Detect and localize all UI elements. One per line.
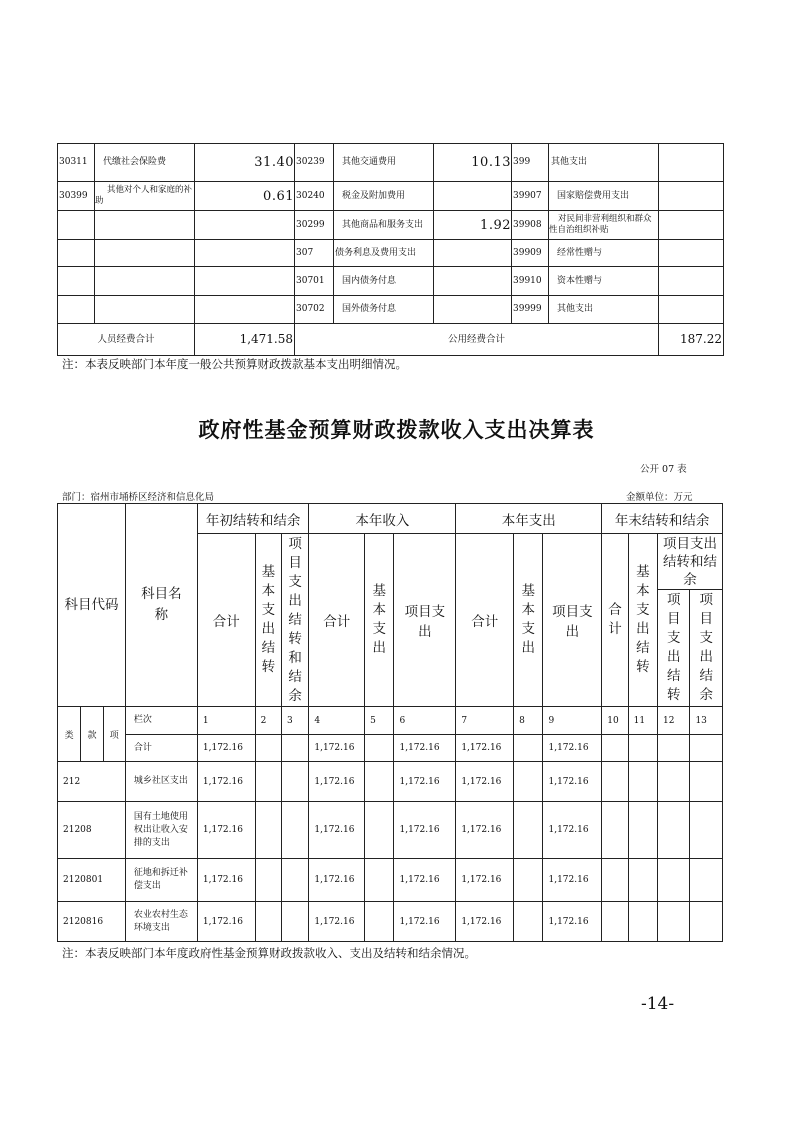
column-index: 10 bbox=[602, 707, 628, 735]
table-row bbox=[58, 267, 724, 296]
header-project-sub: 项目支出结转和结余 bbox=[658, 534, 723, 590]
value-cell: 1,172.16 bbox=[197, 762, 255, 802]
column-index: 1 bbox=[197, 707, 255, 735]
value-cell bbox=[658, 735, 690, 762]
value-cell: 1,172.16 bbox=[456, 762, 514, 802]
name-cell: 国外债务付息 bbox=[334, 296, 434, 324]
column-index-label: 栏次 bbox=[125, 707, 197, 735]
header-project-carry: 项目支出结转 bbox=[658, 590, 690, 707]
column-index: 2 bbox=[255, 707, 281, 735]
amount-cell bbox=[434, 240, 512, 267]
value-cell bbox=[628, 902, 657, 942]
value-cell: 1,172.16 bbox=[309, 859, 365, 902]
amount-cell: 10.13 bbox=[434, 144, 512, 182]
value-cell bbox=[281, 802, 308, 859]
code-cell: 30239 bbox=[295, 144, 334, 182]
value-cell: 1,172.16 bbox=[394, 735, 456, 762]
amount-cell bbox=[659, 144, 724, 182]
value-cell: 1,172.16 bbox=[309, 762, 365, 802]
value-cell bbox=[690, 859, 723, 902]
value-cell: 1,172.16 bbox=[394, 902, 456, 942]
value-cell bbox=[365, 735, 394, 762]
page-number: -14- bbox=[641, 994, 675, 1014]
value-cell bbox=[255, 762, 281, 802]
column-index: 13 bbox=[690, 707, 723, 735]
table-row bbox=[58, 802, 723, 859]
name-cell: 税金及附加费用 bbox=[334, 182, 434, 211]
column-index: 12 bbox=[658, 707, 690, 735]
value-cell bbox=[602, 859, 628, 902]
table-row bbox=[58, 296, 724, 324]
value-cell: 1,172.16 bbox=[456, 802, 514, 859]
value-cell bbox=[690, 802, 723, 859]
name-cell bbox=[95, 211, 195, 240]
value-cell bbox=[365, 802, 394, 859]
value-cell bbox=[514, 762, 543, 802]
value-cell: 1,172.16 bbox=[543, 859, 602, 902]
header-total: 合计 bbox=[197, 534, 255, 707]
value-cell bbox=[514, 735, 543, 762]
header-lei: 类 bbox=[58, 707, 81, 762]
value-cell bbox=[628, 802, 657, 859]
value-cell: 1,172.16 bbox=[394, 762, 456, 802]
header-row bbox=[58, 504, 723, 534]
row-name: 城乡社区支出 bbox=[125, 762, 197, 802]
row-code: 2120801 bbox=[58, 859, 126, 902]
name-cell: 其他对个人和家庭的补助 bbox=[95, 182, 195, 211]
value-cell bbox=[365, 902, 394, 942]
name-cell: 资本性赠与 bbox=[549, 267, 659, 296]
value-cell bbox=[255, 802, 281, 859]
code-cell: 30311 bbox=[58, 144, 95, 182]
row-name: 国有土地使用权出让收入安排的支出 bbox=[125, 802, 197, 859]
value-cell bbox=[365, 762, 394, 802]
name-cell: 经常性赠与 bbox=[549, 240, 659, 267]
code-cell: 307 bbox=[295, 240, 334, 267]
column-index: 4 bbox=[309, 707, 365, 735]
value-cell bbox=[602, 762, 628, 802]
value-cell bbox=[602, 902, 628, 942]
amount-cell bbox=[195, 267, 295, 296]
column-index-row bbox=[58, 707, 723, 735]
name-cell: 国家赔偿费用支出 bbox=[549, 182, 659, 211]
table-row bbox=[58, 240, 724, 267]
amount-cell bbox=[195, 211, 295, 240]
code-cell: 30299 bbox=[295, 211, 334, 240]
header-subject-code: 科目代码 bbox=[58, 504, 126, 707]
name-cell: 其他支出 bbox=[549, 296, 659, 324]
name-cell bbox=[95, 296, 195, 324]
value-cell: 1,172.16 bbox=[197, 735, 255, 762]
code-cell: 39908 bbox=[512, 211, 549, 240]
value-cell bbox=[514, 802, 543, 859]
value-cell: 1,172.16 bbox=[543, 735, 602, 762]
table-row bbox=[58, 902, 723, 942]
amount-cell bbox=[434, 296, 512, 324]
amount-cell bbox=[659, 211, 724, 240]
note-1: 注：本表反映部门本年度一般公共预算财政拨款基本支出明细情况。 bbox=[62, 357, 407, 371]
table-row bbox=[58, 859, 723, 902]
code-cell: 30702 bbox=[295, 296, 334, 324]
row-name: 农业农村生态环境支出 bbox=[125, 902, 197, 942]
table-row bbox=[58, 182, 724, 211]
code-cell: 30399 bbox=[58, 182, 95, 211]
row-name: 征地和拆迁补偿支出 bbox=[125, 859, 197, 902]
header-basic-expense: 基本支出 bbox=[365, 534, 394, 707]
header-subject-name: 科目名称 bbox=[125, 504, 197, 707]
name-cell bbox=[95, 240, 195, 267]
column-index: 7 bbox=[456, 707, 514, 735]
value-cell: 1,172.16 bbox=[309, 802, 365, 859]
value-cell bbox=[628, 735, 657, 762]
table-row bbox=[58, 211, 724, 240]
column-index: 9 bbox=[543, 707, 602, 735]
header-current-expense: 本年支出 bbox=[456, 504, 602, 534]
header-total: 合计 bbox=[456, 534, 514, 707]
amount-cell bbox=[195, 296, 295, 324]
header-closing-balance: 年末结转和结余 bbox=[602, 504, 723, 534]
header-project-expense: 项目支出 bbox=[543, 534, 602, 707]
code-cell: 39909 bbox=[512, 240, 549, 267]
code-cell: 39999 bbox=[512, 296, 549, 324]
value-cell bbox=[658, 802, 690, 859]
column-index: 5 bbox=[365, 707, 394, 735]
header-basic-carry: 基本支出结转 bbox=[255, 534, 281, 707]
table-row bbox=[58, 762, 723, 802]
amount-cell: 31.40 bbox=[195, 144, 295, 182]
value-cell bbox=[690, 762, 723, 802]
code-cell: 39907 bbox=[512, 182, 549, 211]
public-total-amount: 187.22 bbox=[659, 324, 724, 356]
column-index: 8 bbox=[514, 707, 543, 735]
name-cell: 其他交通费用 bbox=[334, 144, 434, 182]
amount-cell: 1.92 bbox=[434, 211, 512, 240]
header-basic-expense: 基本支出 bbox=[514, 534, 543, 707]
header-opening-balance: 年初结转和结余 bbox=[197, 504, 308, 534]
row-code: 2120816 bbox=[58, 902, 126, 942]
value-cell: 1,172.16 bbox=[543, 902, 602, 942]
value-cell: 1,172.16 bbox=[197, 859, 255, 902]
code-cell: 399 bbox=[512, 144, 549, 182]
value-cell bbox=[281, 762, 308, 802]
value-cell: 1,172.16 bbox=[197, 802, 255, 859]
header-total: 合计 bbox=[602, 534, 628, 707]
value-cell bbox=[690, 735, 723, 762]
value-cell bbox=[255, 735, 281, 762]
fund-budget-table bbox=[57, 503, 723, 942]
value-cell: 1,172.16 bbox=[394, 802, 456, 859]
value-cell: 1,172.16 bbox=[309, 735, 365, 762]
amount-cell: 0.61 bbox=[195, 182, 295, 211]
amount-cell bbox=[195, 240, 295, 267]
value-cell: 1,172.16 bbox=[456, 902, 514, 942]
row-name: 合计 bbox=[125, 735, 197, 762]
value-cell bbox=[658, 762, 690, 802]
table-row bbox=[58, 144, 724, 182]
department-label: 部门：宿州市埇桥区经济和信息化局 bbox=[62, 492, 215, 503]
value-cell: 1,172.16 bbox=[197, 902, 255, 942]
amount-cell bbox=[659, 267, 724, 296]
name-cell: 国内债务付息 bbox=[334, 267, 434, 296]
header-current-income: 本年收入 bbox=[309, 504, 456, 534]
name-cell: 其他商品和服务支出 bbox=[334, 211, 434, 240]
expense-detail-table bbox=[57, 143, 724, 356]
note-2: 注：本表反映部门本年度政府性基金预算财政拨款收入、支出及结转和结余情况。 bbox=[62, 946, 476, 960]
code-cell bbox=[58, 267, 95, 296]
table-number: 公开 07 表 bbox=[640, 464, 687, 475]
header-xiang: 项 bbox=[103, 707, 125, 762]
totals-row bbox=[58, 324, 724, 356]
column-index: 3 bbox=[281, 707, 308, 735]
personnel-total-amount: 1,471.58 bbox=[195, 324, 295, 356]
code-cell: 39910 bbox=[512, 267, 549, 296]
name-cell bbox=[95, 267, 195, 296]
header-project-expense: 项目支出 bbox=[394, 534, 456, 707]
name-cell: 对民间非营利组织和群众性自治组织补贴 bbox=[549, 211, 659, 240]
value-cell bbox=[628, 859, 657, 902]
amount-cell bbox=[434, 182, 512, 211]
value-cell bbox=[281, 859, 308, 902]
value-cell bbox=[281, 902, 308, 942]
header-total: 合计 bbox=[309, 534, 365, 707]
value-cell bbox=[628, 762, 657, 802]
amount-cell bbox=[659, 182, 724, 211]
value-cell bbox=[602, 735, 628, 762]
value-cell bbox=[602, 802, 628, 859]
value-cell bbox=[255, 902, 281, 942]
table-row bbox=[58, 735, 723, 762]
value-cell bbox=[365, 859, 394, 902]
column-index: 6 bbox=[394, 707, 456, 735]
value-cell: 1,172.16 bbox=[394, 859, 456, 902]
amount-cell bbox=[434, 267, 512, 296]
header-kuan: 款 bbox=[81, 707, 103, 762]
code-cell bbox=[58, 211, 95, 240]
code-cell: 30701 bbox=[295, 267, 334, 296]
value-cell bbox=[514, 902, 543, 942]
value-cell bbox=[255, 859, 281, 902]
unit-label: 金额单位：万元 bbox=[626, 492, 693, 503]
value-cell: 1,172.16 bbox=[543, 762, 602, 802]
value-cell: 1,172.16 bbox=[543, 802, 602, 859]
value-cell bbox=[658, 859, 690, 902]
row-code: 21208 bbox=[58, 802, 126, 859]
public-total-label: 公用经费合计 bbox=[295, 324, 659, 356]
value-cell bbox=[281, 735, 308, 762]
amount-cell bbox=[659, 296, 724, 324]
code-cell bbox=[58, 296, 95, 324]
code-cell: 30240 bbox=[295, 182, 334, 211]
header-project-balance: 项目支出结余 bbox=[690, 590, 723, 707]
name-cell: 其他支出 bbox=[549, 144, 659, 182]
value-cell bbox=[690, 902, 723, 942]
name-cell: 债务利息及费用支出 bbox=[334, 240, 434, 267]
value-cell: 1,172.16 bbox=[309, 902, 365, 942]
header-basic-carry: 基本支出结转 bbox=[628, 534, 657, 707]
column-index: 11 bbox=[628, 707, 657, 735]
amount-cell bbox=[659, 240, 724, 267]
page-title: 政府性基金预算财政拨款收入支出决算表 bbox=[198, 418, 595, 442]
value-cell bbox=[514, 859, 543, 902]
code-cell bbox=[58, 240, 95, 267]
value-cell: 1,172.16 bbox=[456, 859, 514, 902]
value-cell: 1,172.16 bbox=[456, 735, 514, 762]
row-code: 212 bbox=[58, 762, 126, 802]
name-cell: 代缴社会保险费 bbox=[95, 144, 195, 182]
header-project-carry: 项目支出结转和结余 bbox=[281, 534, 308, 707]
personnel-total-label: 人员经费合计 bbox=[58, 324, 195, 356]
value-cell bbox=[658, 902, 690, 942]
